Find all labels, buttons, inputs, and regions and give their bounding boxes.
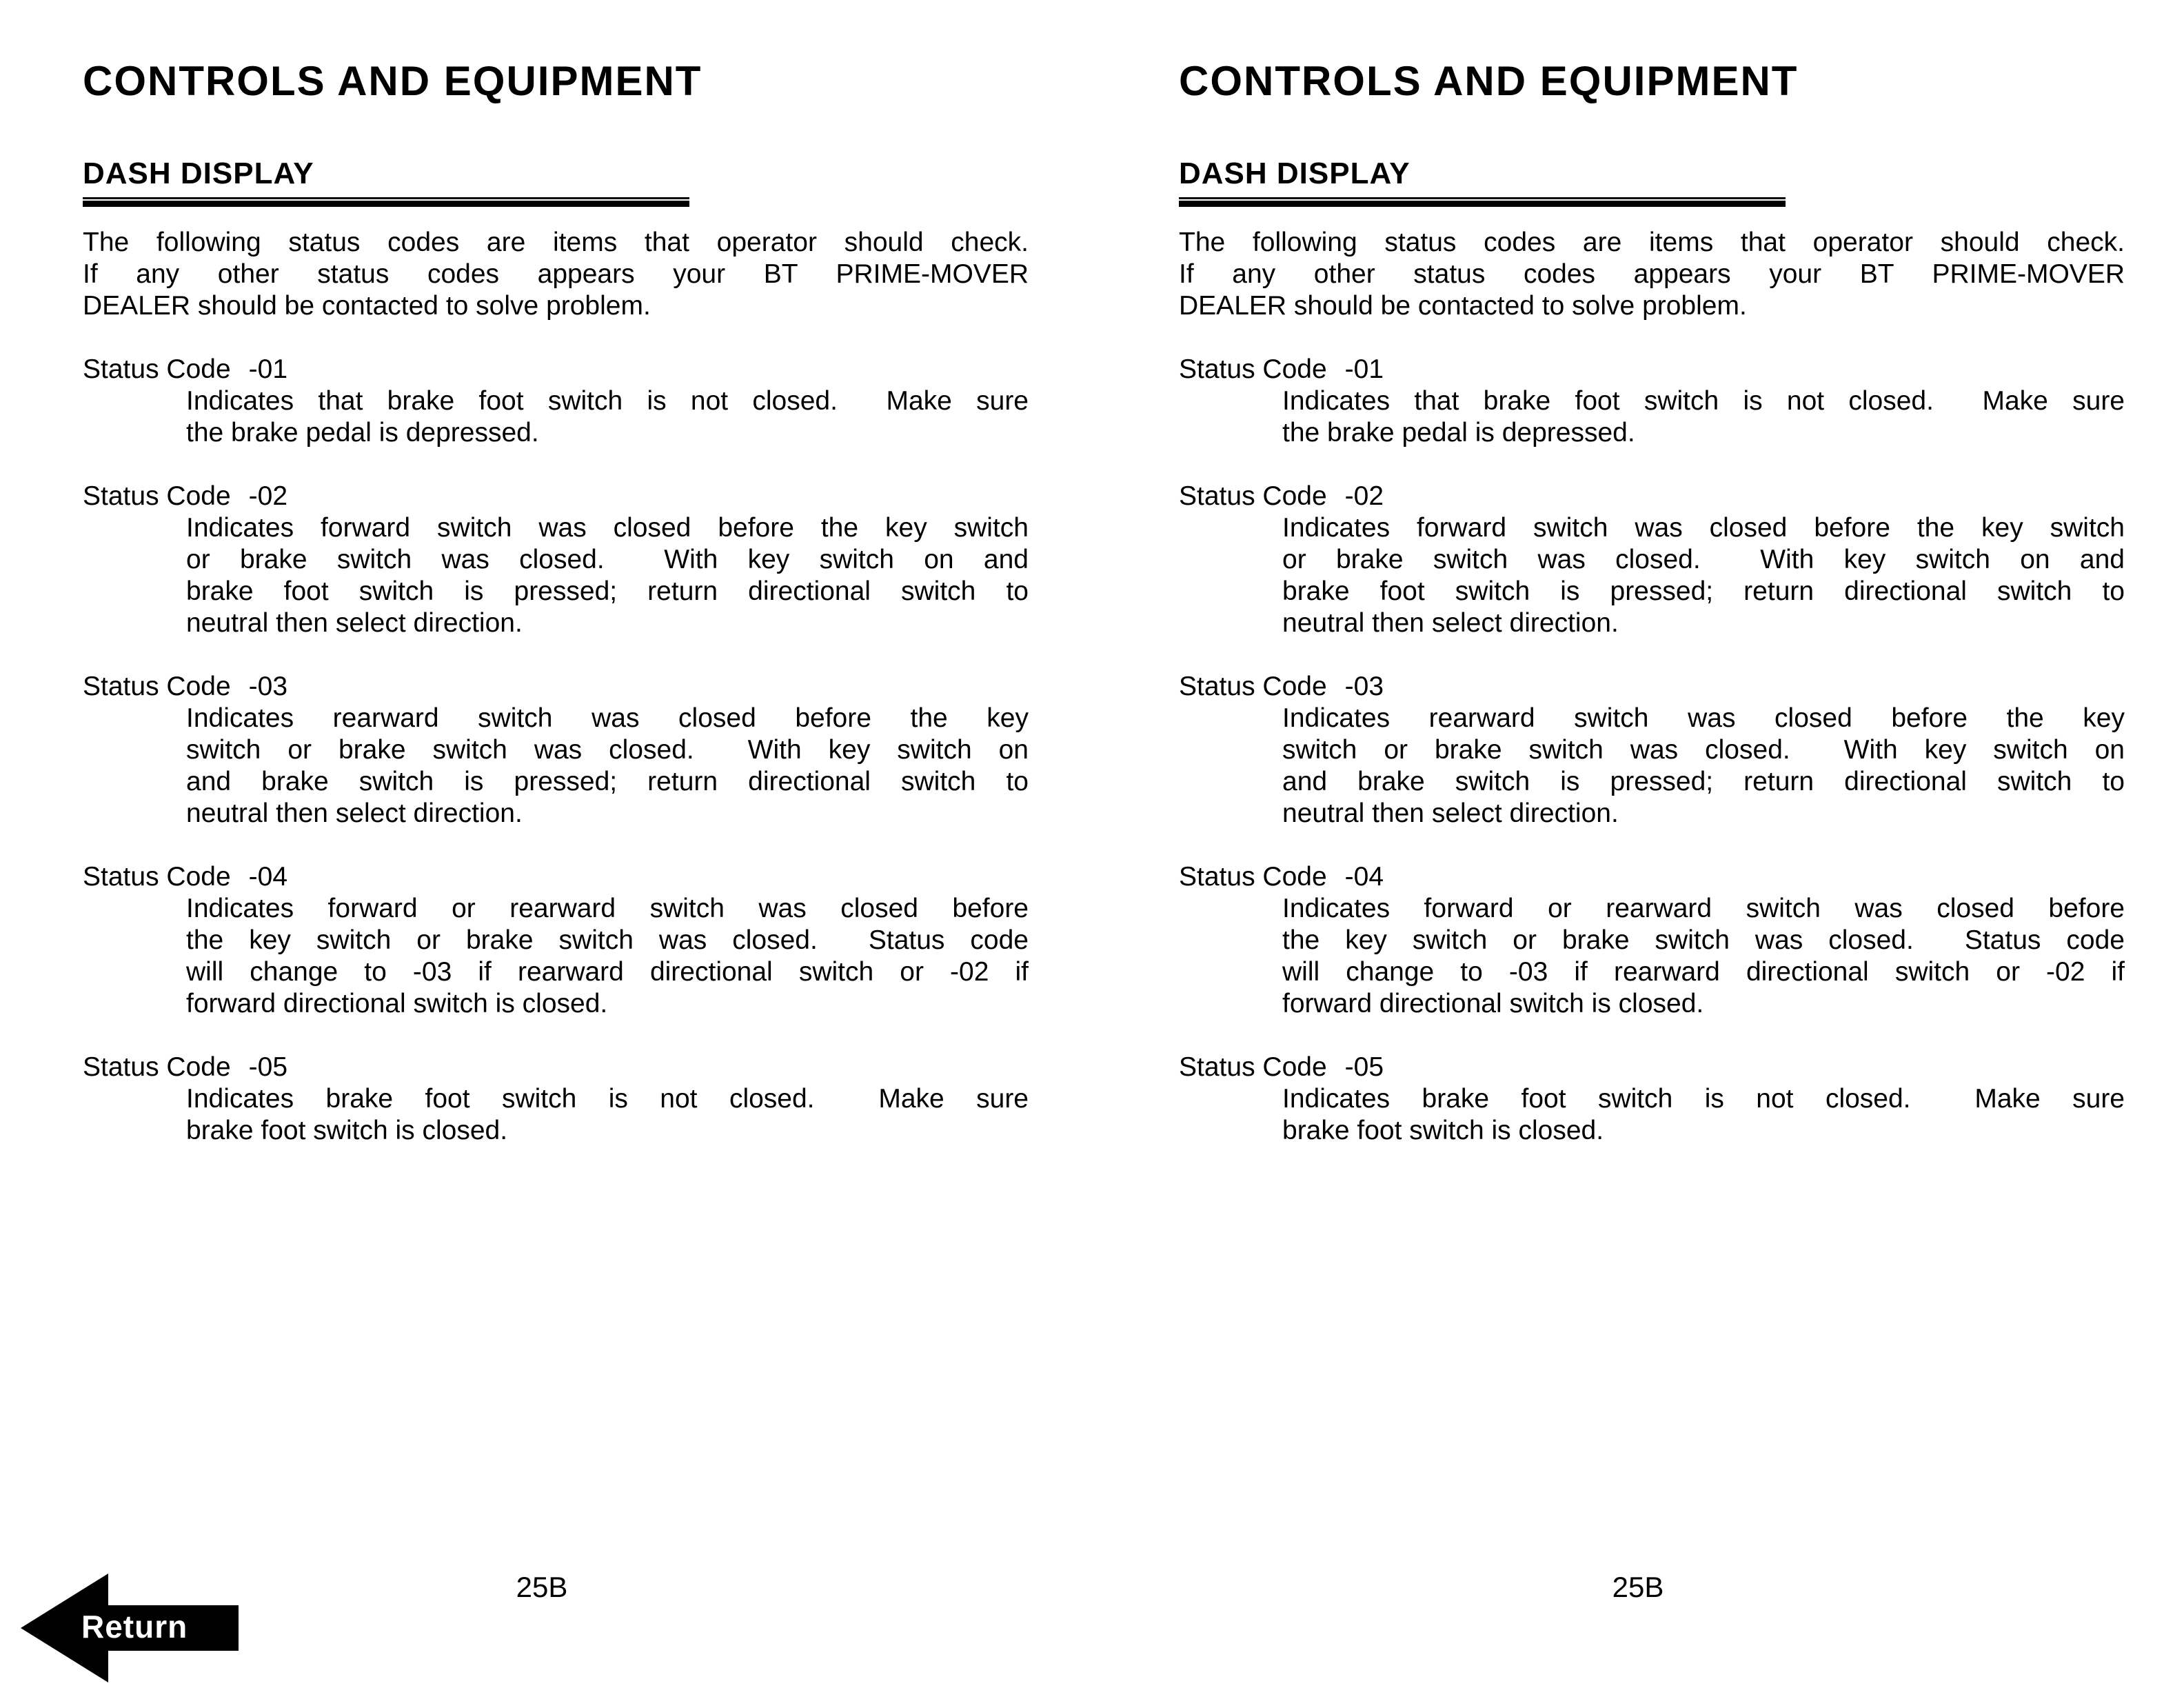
text-line: Indicates brake foot switch is not closed. Make sure [1282, 1084, 2125, 1114]
section-heading: DASH DISPLAY [1179, 157, 1410, 190]
status-code-description [1282, 512, 2125, 639]
status-code-description [186, 1083, 1029, 1147]
text-line: neutral then select direction. [186, 608, 523, 638]
status-code-label: Status Code [1179, 481, 1327, 511]
text-line: brake foot switch is pressed; return directional switch to [1282, 576, 2125, 606]
text-line: Indicates that brake foot switch is not closed. Make sure [186, 386, 1029, 416]
text-line: the brake pedal is depressed. [1282, 418, 1635, 448]
right-page [1179, 58, 2125, 1147]
status-code-label: Status Code [83, 672, 231, 701]
text-line: If any other status codes appears your BT PRIME-MOVER [1179, 259, 2125, 289]
text-line: the key switch or brake switch was closed. Status code [186, 925, 1029, 955]
text-line: Indicates rearward switch was closed before the key [1282, 703, 2125, 733]
intro-paragraph [1179, 227, 2125, 322]
status-code-item [83, 1052, 1029, 1147]
status-code-item [1179, 671, 2125, 830]
text-line: or brake switch was closed. With key switch on and [1282, 545, 2125, 574]
section-heading-rule [1179, 197, 1786, 210]
page-title: CONTROLS AND EQUIPMENT [1179, 58, 1799, 104]
status-code-item [83, 481, 1029, 639]
status-code-heading [83, 1052, 1029, 1083]
status-code-value: -02 [1344, 481, 1384, 511]
text-line: Indicates forward switch was closed before the key switch [1282, 513, 2125, 543]
status-code-heading [1179, 861, 2125, 893]
text-line: switch or brake switch was closed. With key switch on [1282, 735, 2125, 765]
page-title: CONTROLS AND EQUIPMENT [83, 58, 702, 104]
status-code-value: -01 [248, 354, 288, 384]
text-line: and brake switch is pressed; return directional switch to [186, 767, 1029, 796]
status-code-description [1282, 893, 2125, 1020]
status-code-heading [83, 354, 1029, 385]
text-line: Indicates forward or rearward switch was closed before [1282, 894, 2125, 923]
text-line: DEALER should be contacted to solve problem. [83, 291, 651, 321]
text-line: will change to -03 if rearward directional switch or -02 if [186, 957, 1029, 987]
text-line: forward directional switch is closed. [1282, 989, 1704, 1018]
status-code-item [1179, 481, 2125, 639]
left-page [83, 58, 1029, 1147]
text-line: and brake switch is pressed; return directional switch to [1282, 767, 2125, 796]
status-code-description [1282, 703, 2125, 830]
status-code-heading [1179, 481, 2125, 512]
text-line: the key switch or brake switch was closed. Status code [1282, 925, 2125, 955]
text-line: will change to -03 if rearward directional switch or -02 if [1282, 957, 2125, 987]
text-line: forward directional switch is closed. [186, 989, 608, 1018]
text-line: Indicates brake foot switch is not closed. Make sure [186, 1084, 1029, 1114]
page-number: 25B [1612, 1571, 1664, 1603]
status-code-description [186, 703, 1029, 830]
text-line: Indicates forward or rearward switch was closed before [186, 894, 1029, 923]
text-line: neutral then select direction. [1282, 608, 1619, 638]
status-code-heading [1179, 354, 2125, 385]
status-code-label: Status Code [83, 1052, 231, 1082]
text-line: the brake pedal is depressed. [186, 418, 539, 448]
status-code-description [1282, 1083, 2125, 1147]
status-code-value: -01 [1344, 354, 1384, 384]
status-code-label: Status Code [1179, 354, 1327, 384]
status-code-value: -04 [248, 862, 288, 892]
text-line: brake foot switch is closed. [1282, 1116, 1604, 1145]
status-code-list [1179, 354, 2125, 1147]
text-line: brake foot switch is closed. [186, 1116, 508, 1145]
text-line: neutral then select direction. [1282, 798, 1619, 828]
text-line: DEALER should be contacted to solve problem. [1179, 291, 1747, 321]
text-line: or brake switch was closed. With key switch on and [186, 545, 1029, 574]
status-code-heading [83, 861, 1029, 893]
text-line: If any other status codes appears your BT PRIME-MOVER [83, 259, 1029, 289]
text-line: neutral then select direction. [186, 798, 523, 828]
status-code-item [83, 671, 1029, 830]
text-line: switch or brake switch was closed. With key switch on [186, 735, 1029, 765]
status-code-label: Status Code [1179, 672, 1327, 701]
return-button-label: Return [81, 1609, 188, 1645]
status-code-label: Status Code [83, 862, 231, 892]
return-button[interactable] [21, 1574, 239, 1682]
status-code-description [186, 385, 1029, 449]
status-code-item [1179, 1052, 2125, 1147]
page-number: 25B [516, 1571, 568, 1603]
status-code-description [186, 512, 1029, 639]
status-code-label: Status Code [83, 481, 231, 511]
status-code-label: Status Code [83, 354, 231, 384]
status-code-item [1179, 354, 2125, 449]
status-code-heading [1179, 1052, 2125, 1083]
section-heading-rule [83, 197, 689, 210]
status-code-item [83, 354, 1029, 449]
status-code-value: -04 [1344, 862, 1384, 892]
text-line: Indicates rearward switch was closed before the key [186, 703, 1029, 733]
status-code-item [83, 861, 1029, 1020]
status-code-label: Status Code [1179, 862, 1327, 892]
status-code-heading [1179, 671, 2125, 703]
text-line: The following status codes are items that operator should check. [1179, 228, 2125, 257]
status-code-heading [83, 481, 1029, 512]
status-code-value: -05 [1344, 1052, 1384, 1082]
status-code-description [1282, 385, 2125, 449]
status-code-description [186, 893, 1029, 1020]
status-code-heading [83, 671, 1029, 703]
status-code-value: -02 [248, 481, 288, 511]
intro-paragraph [83, 227, 1029, 322]
status-code-value: -03 [1344, 672, 1384, 701]
status-code-value: -03 [248, 672, 288, 701]
status-code-item [1179, 861, 2125, 1020]
text-line: brake foot switch is pressed; return directional switch to [186, 576, 1029, 606]
text-line: The following status codes are items that operator should check. [83, 228, 1029, 257]
status-code-list [83, 354, 1029, 1147]
status-code-label: Status Code [1179, 1052, 1327, 1082]
status-code-value: -05 [248, 1052, 288, 1082]
text-line: Indicates that brake foot switch is not closed. Make sure [1282, 386, 2125, 416]
text-line: Indicates forward switch was closed before the key switch [186, 513, 1029, 543]
section-heading: DASH DISPLAY [83, 157, 314, 190]
